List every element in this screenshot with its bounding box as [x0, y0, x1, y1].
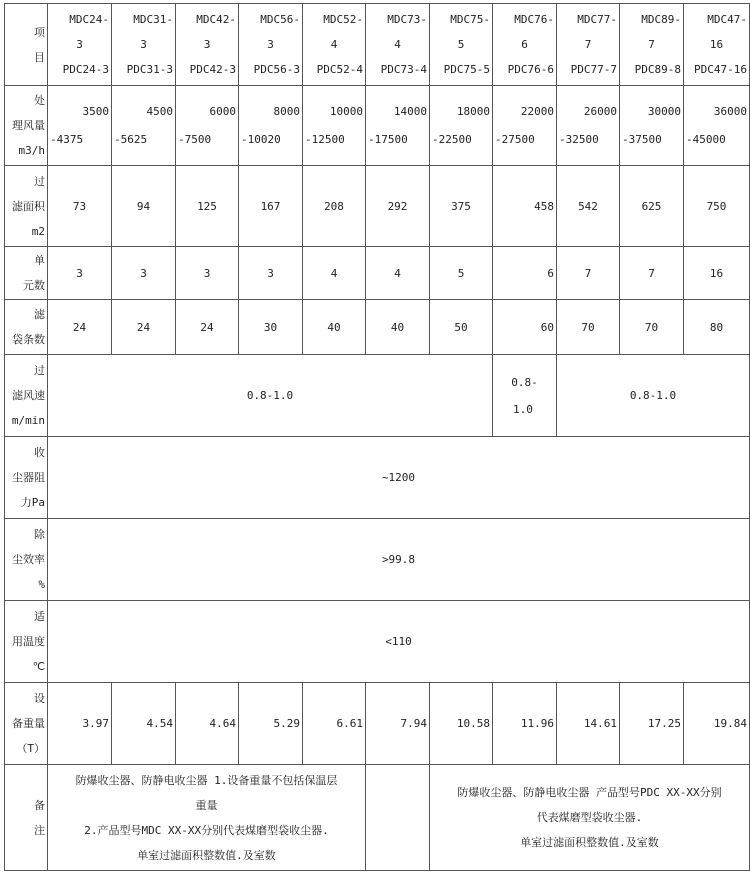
efficiency-value: >99.8: [48, 519, 750, 601]
units-cell: 4: [303, 247, 366, 300]
temperature-row: [5, 601, 750, 683]
filter-area-cell: 625: [620, 166, 684, 247]
units-cell: 3: [112, 247, 176, 300]
bags-cell: 40: [303, 300, 366, 355]
label-remarks: 备 注: [5, 765, 48, 871]
weight-cell: 10.58: [430, 683, 493, 765]
model-cell: MDC73- 4 PDC73-4: [366, 4, 430, 86]
label-airflow: 处 理风量 m3/h: [5, 86, 48, 166]
bags-cell: 80: [684, 300, 750, 355]
model-cell: MDC24- 3 PDC24-3: [48, 4, 112, 86]
airflow-cell: 18000 -22500: [430, 86, 493, 166]
model-cell: MDC52- 4 PDC52-4: [303, 4, 366, 86]
bags-cell: 70: [557, 300, 620, 355]
label-temperature: 适 用温度 ℃: [5, 601, 48, 683]
filter-speed-row: [5, 355, 750, 437]
remarks-empty: [366, 765, 430, 871]
bags-row: [5, 300, 750, 355]
efficiency-row: [5, 519, 750, 601]
weight-cell: 5.29: [239, 683, 303, 765]
label-efficiency: 除 尘效率 %: [5, 519, 48, 601]
remarks-row: [5, 765, 750, 871]
weight-row: [5, 683, 750, 765]
label-item: 项 目: [5, 4, 48, 86]
airflow-cell: 10000 -12500: [303, 86, 366, 166]
airflow-cell: 36000 -45000: [684, 86, 750, 166]
bags-cell: 50: [430, 300, 493, 355]
units-cell: 16: [684, 247, 750, 300]
remarks-right: 防爆收尘器、防静电收尘器 产品型号PDC XX-XX分别 代表煤磨型袋收尘器. 单室过滤面积整数值.及室数: [430, 765, 750, 871]
airflow-cell: 30000 -37500: [620, 86, 684, 166]
airflow-cell: 6000 -7500: [176, 86, 239, 166]
model-cell: MDC42- 3 PDC42-3: [176, 4, 239, 86]
bags-cell: 60: [493, 300, 557, 355]
bags-cell: 30: [239, 300, 303, 355]
units-cell: 3: [48, 247, 112, 300]
weight-cell: 7.94: [366, 683, 430, 765]
units-cell: 4: [366, 247, 430, 300]
filter-area-cell: 542: [557, 166, 620, 247]
weight-cell: 4.64: [176, 683, 239, 765]
filter-area-cell: 458: [493, 166, 557, 247]
model-cell: MDC77- 7 PDC77-7: [557, 4, 620, 86]
weight-cell: 17.25: [620, 683, 684, 765]
units-cell: 6: [493, 247, 557, 300]
bags-cell: 24: [48, 300, 112, 355]
units-cell: 5: [430, 247, 493, 300]
header-row: [5, 4, 750, 86]
model-cell: MDC47- 16 PDC47-16: [684, 4, 750, 86]
filter-area-cell: 750: [684, 166, 750, 247]
airflow-cell: 3500 -4375: [48, 86, 112, 166]
bags-cell: 24: [176, 300, 239, 355]
model-cell: MDC75- 5 PDC75-5: [430, 4, 493, 86]
filter-area-cell: 125: [176, 166, 239, 247]
bags-cell: 24: [112, 300, 176, 355]
label-filter-area: 过 滤面积 m2: [5, 166, 48, 247]
weight-cell: 3.97: [48, 683, 112, 765]
airflow-cell: 14000 -17500: [366, 86, 430, 166]
filter-speed-group-1: 0.8-1.0: [48, 355, 493, 437]
filter-area-cell: 94: [112, 166, 176, 247]
airflow-cell: 22000 -27500: [493, 86, 557, 166]
filter-area-row: [5, 166, 750, 247]
units-row: [5, 247, 750, 300]
filter-speed-group-2: 0.8- 1.0: [493, 355, 557, 437]
weight-cell: 19.84: [684, 683, 750, 765]
filter-area-cell: 208: [303, 166, 366, 247]
label-units: 单 元数: [5, 247, 48, 300]
weight-cell: 6.61: [303, 683, 366, 765]
units-cell: 3: [239, 247, 303, 300]
label-weight: 设 备重量 （T）: [5, 683, 48, 765]
airflow-cell: 26000 -32500: [557, 86, 620, 166]
label-resistance: 收 尘器阻 力Pa: [5, 437, 48, 519]
filter-area-cell: 375: [430, 166, 493, 247]
weight-cell: 14.61: [557, 683, 620, 765]
model-cell: MDC31- 3 PDC31-3: [112, 4, 176, 86]
filter-area-cell: 292: [366, 166, 430, 247]
label-filter-speed: 过 滤风速 m/min: [5, 355, 48, 437]
bags-cell: 70: [620, 300, 684, 355]
model-cell: MDC89- 7 PDC89-8: [620, 4, 684, 86]
model-cell: MDC56- 3 PDC56-3: [239, 4, 303, 86]
label-bags: 滤 袋条数: [5, 300, 48, 355]
filter-area-cell: 73: [48, 166, 112, 247]
units-cell: 7: [620, 247, 684, 300]
remarks-left: 防爆收尘器、防静电收尘器 1.设备重量不包括保温层 重量 2.产品型号MDC XX-XX分别代表煤磨型袋收尘器. 单室过滤面积整数值.及室数: [48, 765, 366, 871]
filter-area-cell: 167: [239, 166, 303, 247]
weight-cell: 4.54: [112, 683, 176, 765]
spec-table: [4, 3, 750, 871]
weight-cell: 11.96: [493, 683, 557, 765]
units-cell: 3: [176, 247, 239, 300]
resistance-row: [5, 437, 750, 519]
airflow-cell: 4500 -5625: [112, 86, 176, 166]
airflow-row: [5, 86, 750, 166]
airflow-cell: 8000 -10020: [239, 86, 303, 166]
temperature-value: <110: [48, 601, 750, 683]
bags-cell: 40: [366, 300, 430, 355]
units-cell: 7: [557, 247, 620, 300]
resistance-value: ~1200: [48, 437, 750, 519]
model-cell: MDC76- 6 PDC76-6: [493, 4, 557, 86]
filter-speed-group-3: 0.8-1.0: [557, 355, 750, 437]
